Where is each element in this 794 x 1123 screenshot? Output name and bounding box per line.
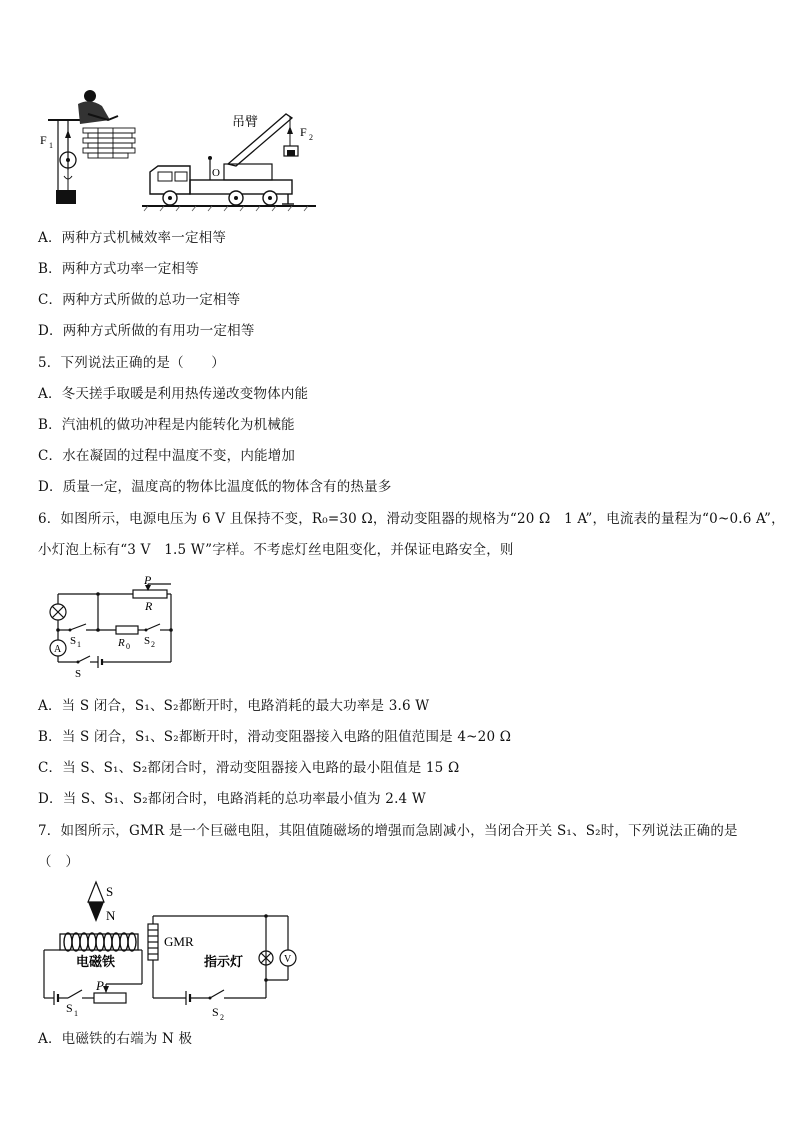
svg-text:0: 0 xyxy=(126,642,130,651)
q4-option-d: D．两种方式所做的有用功一定相等 xyxy=(38,323,255,339)
label-p: P xyxy=(144,573,152,587)
q4-option-c: C．两种方式所做的总功一定相等 xyxy=(38,292,241,308)
label-s1: S xyxy=(70,635,77,647)
q5-option-d: D．质量一定，温度高的物体比温度低的物体含有的热量多 xyxy=(38,479,392,495)
q6-option-c: C．当 S、S₁、S₂都闭合时，滑动变阻器接入电路的最小阻值是 15 Ω xyxy=(38,760,460,776)
q5-option-c: C．水在凝固的过程中温度不变，内能增加 xyxy=(38,448,296,464)
compass-needle xyxy=(88,882,104,922)
label-needle-s: S xyxy=(106,884,114,899)
label-s: S xyxy=(75,668,82,680)
q5-stem: 5．下列说法正确的是（ ） xyxy=(38,355,225,371)
crane-truck-illustration xyxy=(142,114,316,211)
svg-text:2: 2 xyxy=(151,640,155,649)
label-r0: R xyxy=(118,637,125,649)
q7-option-a: A．电磁铁的右端为 N 极 xyxy=(38,1031,193,1047)
label-electromagnet: 电磁铁 xyxy=(76,955,116,970)
label-p: P xyxy=(96,978,104,993)
electromagnet xyxy=(60,933,138,951)
q6-option-a: A．当 S 闭合，S₁、S₂都断开时，电路消耗的最大功率是 3.6 W xyxy=(38,698,430,714)
q5-option-a: A．冬天搓手取暖是利用热传递改变物体内能 xyxy=(38,386,309,402)
label-s1: S xyxy=(66,1001,73,1015)
label-f2: F xyxy=(300,125,307,139)
q4-option-b: B．两种方式功率一定相等 xyxy=(38,261,199,277)
pulley-illustration xyxy=(40,90,135,204)
q5-option-b: B．汽油机的做功冲程是内能转化为机械能 xyxy=(38,417,295,433)
label-indicator: 指示灯 xyxy=(204,955,244,970)
label-s2: S xyxy=(144,635,151,647)
label-boom: 吊臂 xyxy=(232,115,259,130)
svg-text:1: 1 xyxy=(77,640,81,649)
label-gmr: GMR xyxy=(164,934,194,949)
svg-text:2: 2 xyxy=(220,1013,224,1020)
q6-stem-line1: 6．如图所示，电源电压为 6 V 且保持不变，R₀=30 Ω，滑动变阻器的规格为“20 Ω 1 A”，电流表的量程为“0~0.6 A”， xyxy=(38,511,785,527)
ammeter-label: A xyxy=(54,644,62,655)
label-r: R xyxy=(145,599,153,613)
q6-option-d: D．当 S、S₁、S₂都闭合时，电路消耗的总功率最小值为 2.4 W xyxy=(38,791,426,807)
q6-option-b: B．当 S 闭合，S₁、S₂都断开时，滑动变阻器接入电路的阻值范围是 4~20 Ω xyxy=(38,729,512,745)
q4-option-a: A．两种方式机械效率一定相等 xyxy=(38,230,227,246)
svg-text:2: 2 xyxy=(309,133,313,142)
svg-text:1: 1 xyxy=(49,141,53,150)
figure-circuit-q6 xyxy=(38,572,178,680)
label-s2: S xyxy=(212,1005,219,1019)
q6-stem-line2: 小灯泡上标有“3 V 1.5 W”字样。不考虑灯丝电阻变化，并保证电路安全，则 xyxy=(38,542,514,558)
label-needle-n: N xyxy=(106,908,116,923)
svg-text:1: 1 xyxy=(74,1009,78,1018)
voltmeter-label: V xyxy=(284,954,292,965)
figure-pulley-crane xyxy=(38,84,318,214)
label-o: O xyxy=(212,167,220,179)
q7-stem-line1: 7．如图所示，GMR 是一个巨磁电阻，其阻值随磁场的增强而急剧减小，当闭合开关 S₁、S₂时，下列说法正确的是 xyxy=(38,823,738,839)
figure-circuit-q7 xyxy=(38,880,308,1020)
q7-stem-line2: （ ） xyxy=(38,854,80,870)
label-f1: F xyxy=(40,133,47,147)
